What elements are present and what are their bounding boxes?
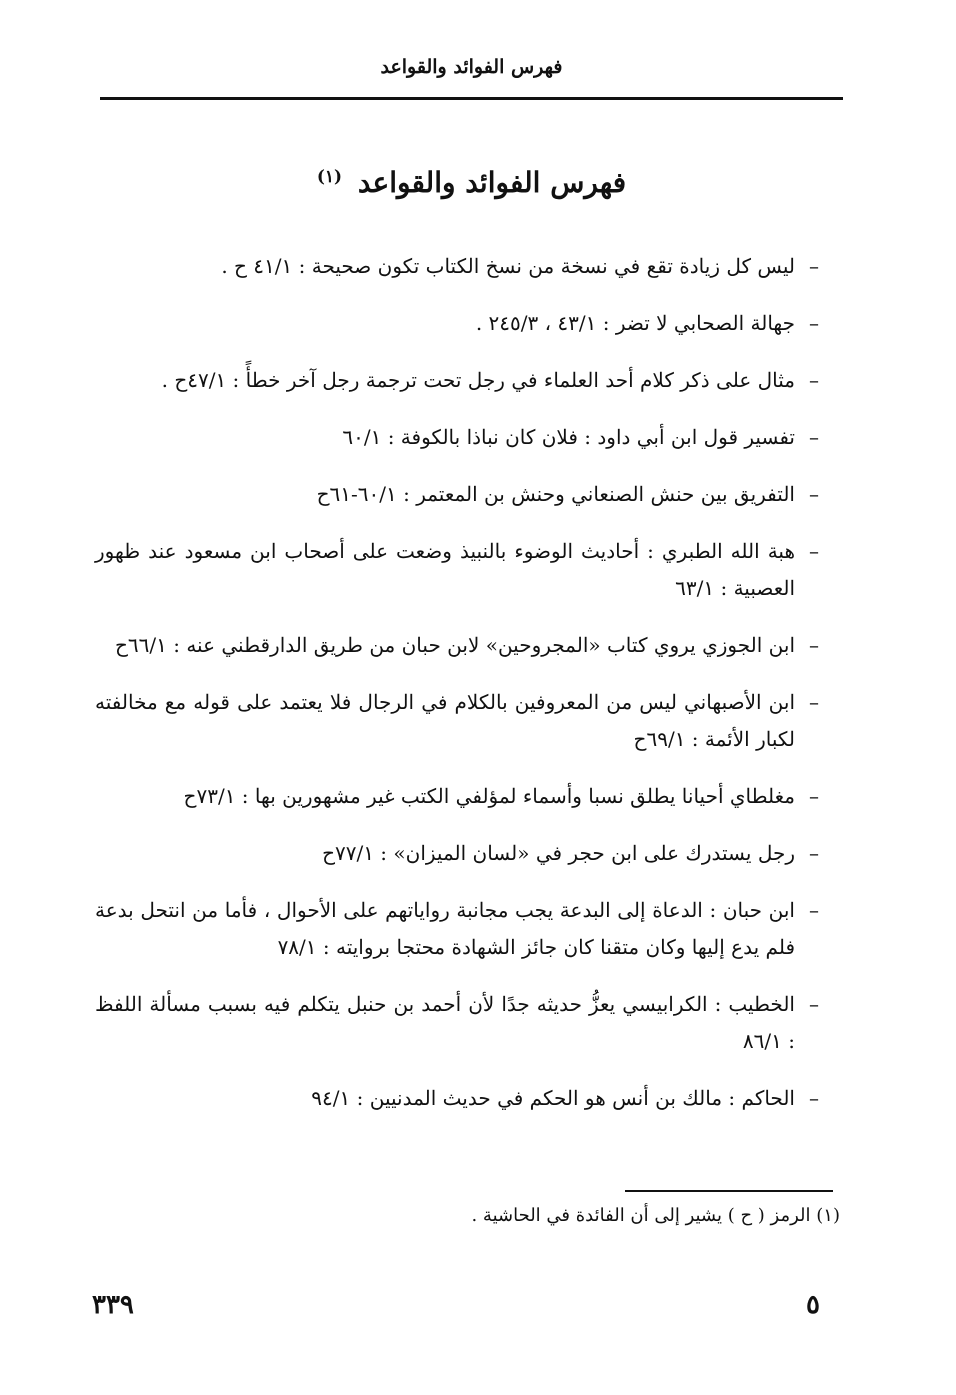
sheet-number: ٥ <box>806 1290 820 1320</box>
entries-list <box>95 248 825 1137</box>
entry-dash: – <box>809 368 819 392</box>
entry-dash: – <box>809 1086 819 1110</box>
entry-dash: – <box>809 633 819 657</box>
page-title <box>100 166 843 199</box>
entry-dash: – <box>809 841 819 865</box>
page-title-text: فهرس الفوائد والقواعد <box>357 166 627 199</box>
entry-text: هبة الله الطبري : أحاديث الوضوء بالنبيذ وضعت على أصحاب ابن مسعود عند ظهور العصبية : ٦٣/١ <box>95 539 795 600</box>
list-item <box>95 627 825 664</box>
footnote: (١) الرمز ( ح ) يشير إلى أن الفائدة في الحاشية . <box>471 1205 840 1226</box>
entry-text: ليس كل زيادة تقع في نسخة من نسخ الكتاب تكون صحيحة : ٤١/١ ح . <box>221 254 795 278</box>
entry-dash: – <box>809 311 819 335</box>
list-item <box>95 419 825 456</box>
list-item <box>95 778 825 815</box>
list-item <box>95 892 825 966</box>
entry-text: الخطيب : الكرابيسي يعزُّ حديثه جدًا لأن أحمد بن حنبل يتكلم فيه بسبب مسألة اللفظ : ٨٦/١ <box>95 992 795 1053</box>
entry-dash: – <box>809 690 819 714</box>
entry-dash: – <box>809 992 819 1016</box>
entry-text: مثال على ذكر كلام أحد العلماء في رجل تحت ترجمة رجل آخر خطأً : ٤٧/١ح . <box>161 368 795 392</box>
header-rule <box>100 97 843 100</box>
entry-text: التفريق بين حنش الصنعاني وحنش بن المعتمر : ٦٠/١-٦١ح <box>316 482 795 506</box>
list-item <box>95 986 825 1060</box>
list-item <box>95 476 825 513</box>
entry-text: ابن الجوزي يروي كتاب «المجروحين» لابن حبان من طريق الدارقطني عنه : ٦٦/١ح <box>114 633 795 657</box>
list-item <box>95 362 825 399</box>
running-header: فهرس الفوائد والقواعد <box>380 56 563 78</box>
list-item <box>95 835 825 872</box>
list-item <box>95 1080 825 1117</box>
list-item <box>95 684 825 758</box>
entry-text: ابن حبان : الدعاة إلى البدعة يجب مجانبة رواياتهم على الأحوال ، فأما من انتحل بدعة فلم يدع إليها وكان متقنا كان جائز الشهادة محتجا بروايته : ٧٨/١ <box>95 898 795 959</box>
entry-text: ابن الأصبهاني ليس من المعروفين بالكلام في الرجال فلا يعتمد على قوله مع مخالفته لكبار الأئمة : ٦٩/١ح <box>95 690 795 751</box>
entry-text: مغلطاي أحيانا يطلق نسبا وأسماء لمؤلفي الكتب غير مشهورين بها : ٧٣/١ح <box>183 784 795 808</box>
title-footnote-marker: (١) <box>316 166 343 187</box>
entry-text: تفسير قول ابن أبي داود : فلان كان نباذا بالكوفة : ٦٠/١ <box>342 425 795 449</box>
entry-text: جهالة الصحابي لا تضر : ٤٣/١ ، ٢٤٥/٣ . <box>475 311 795 335</box>
entry-dash: – <box>809 254 819 278</box>
entry-dash: – <box>809 425 819 449</box>
entry-dash: – <box>809 482 819 506</box>
page-number: ٣٣٩ <box>92 1290 134 1320</box>
list-item <box>95 305 825 342</box>
entry-text: الحاكم : مالك بن أنس هو الحكم في حديث المدنيين : ٩٤/١ <box>311 1086 795 1110</box>
list-item <box>95 248 825 285</box>
entry-dash: – <box>809 898 819 922</box>
entry-dash: – <box>809 784 819 808</box>
footnote-rule <box>625 1190 833 1192</box>
list-item <box>95 533 825 607</box>
entry-dash: – <box>809 539 819 563</box>
entry-text: رجل يستدرك على ابن حجر في «لسان الميزان» : ٧٧/١ح <box>322 841 795 865</box>
